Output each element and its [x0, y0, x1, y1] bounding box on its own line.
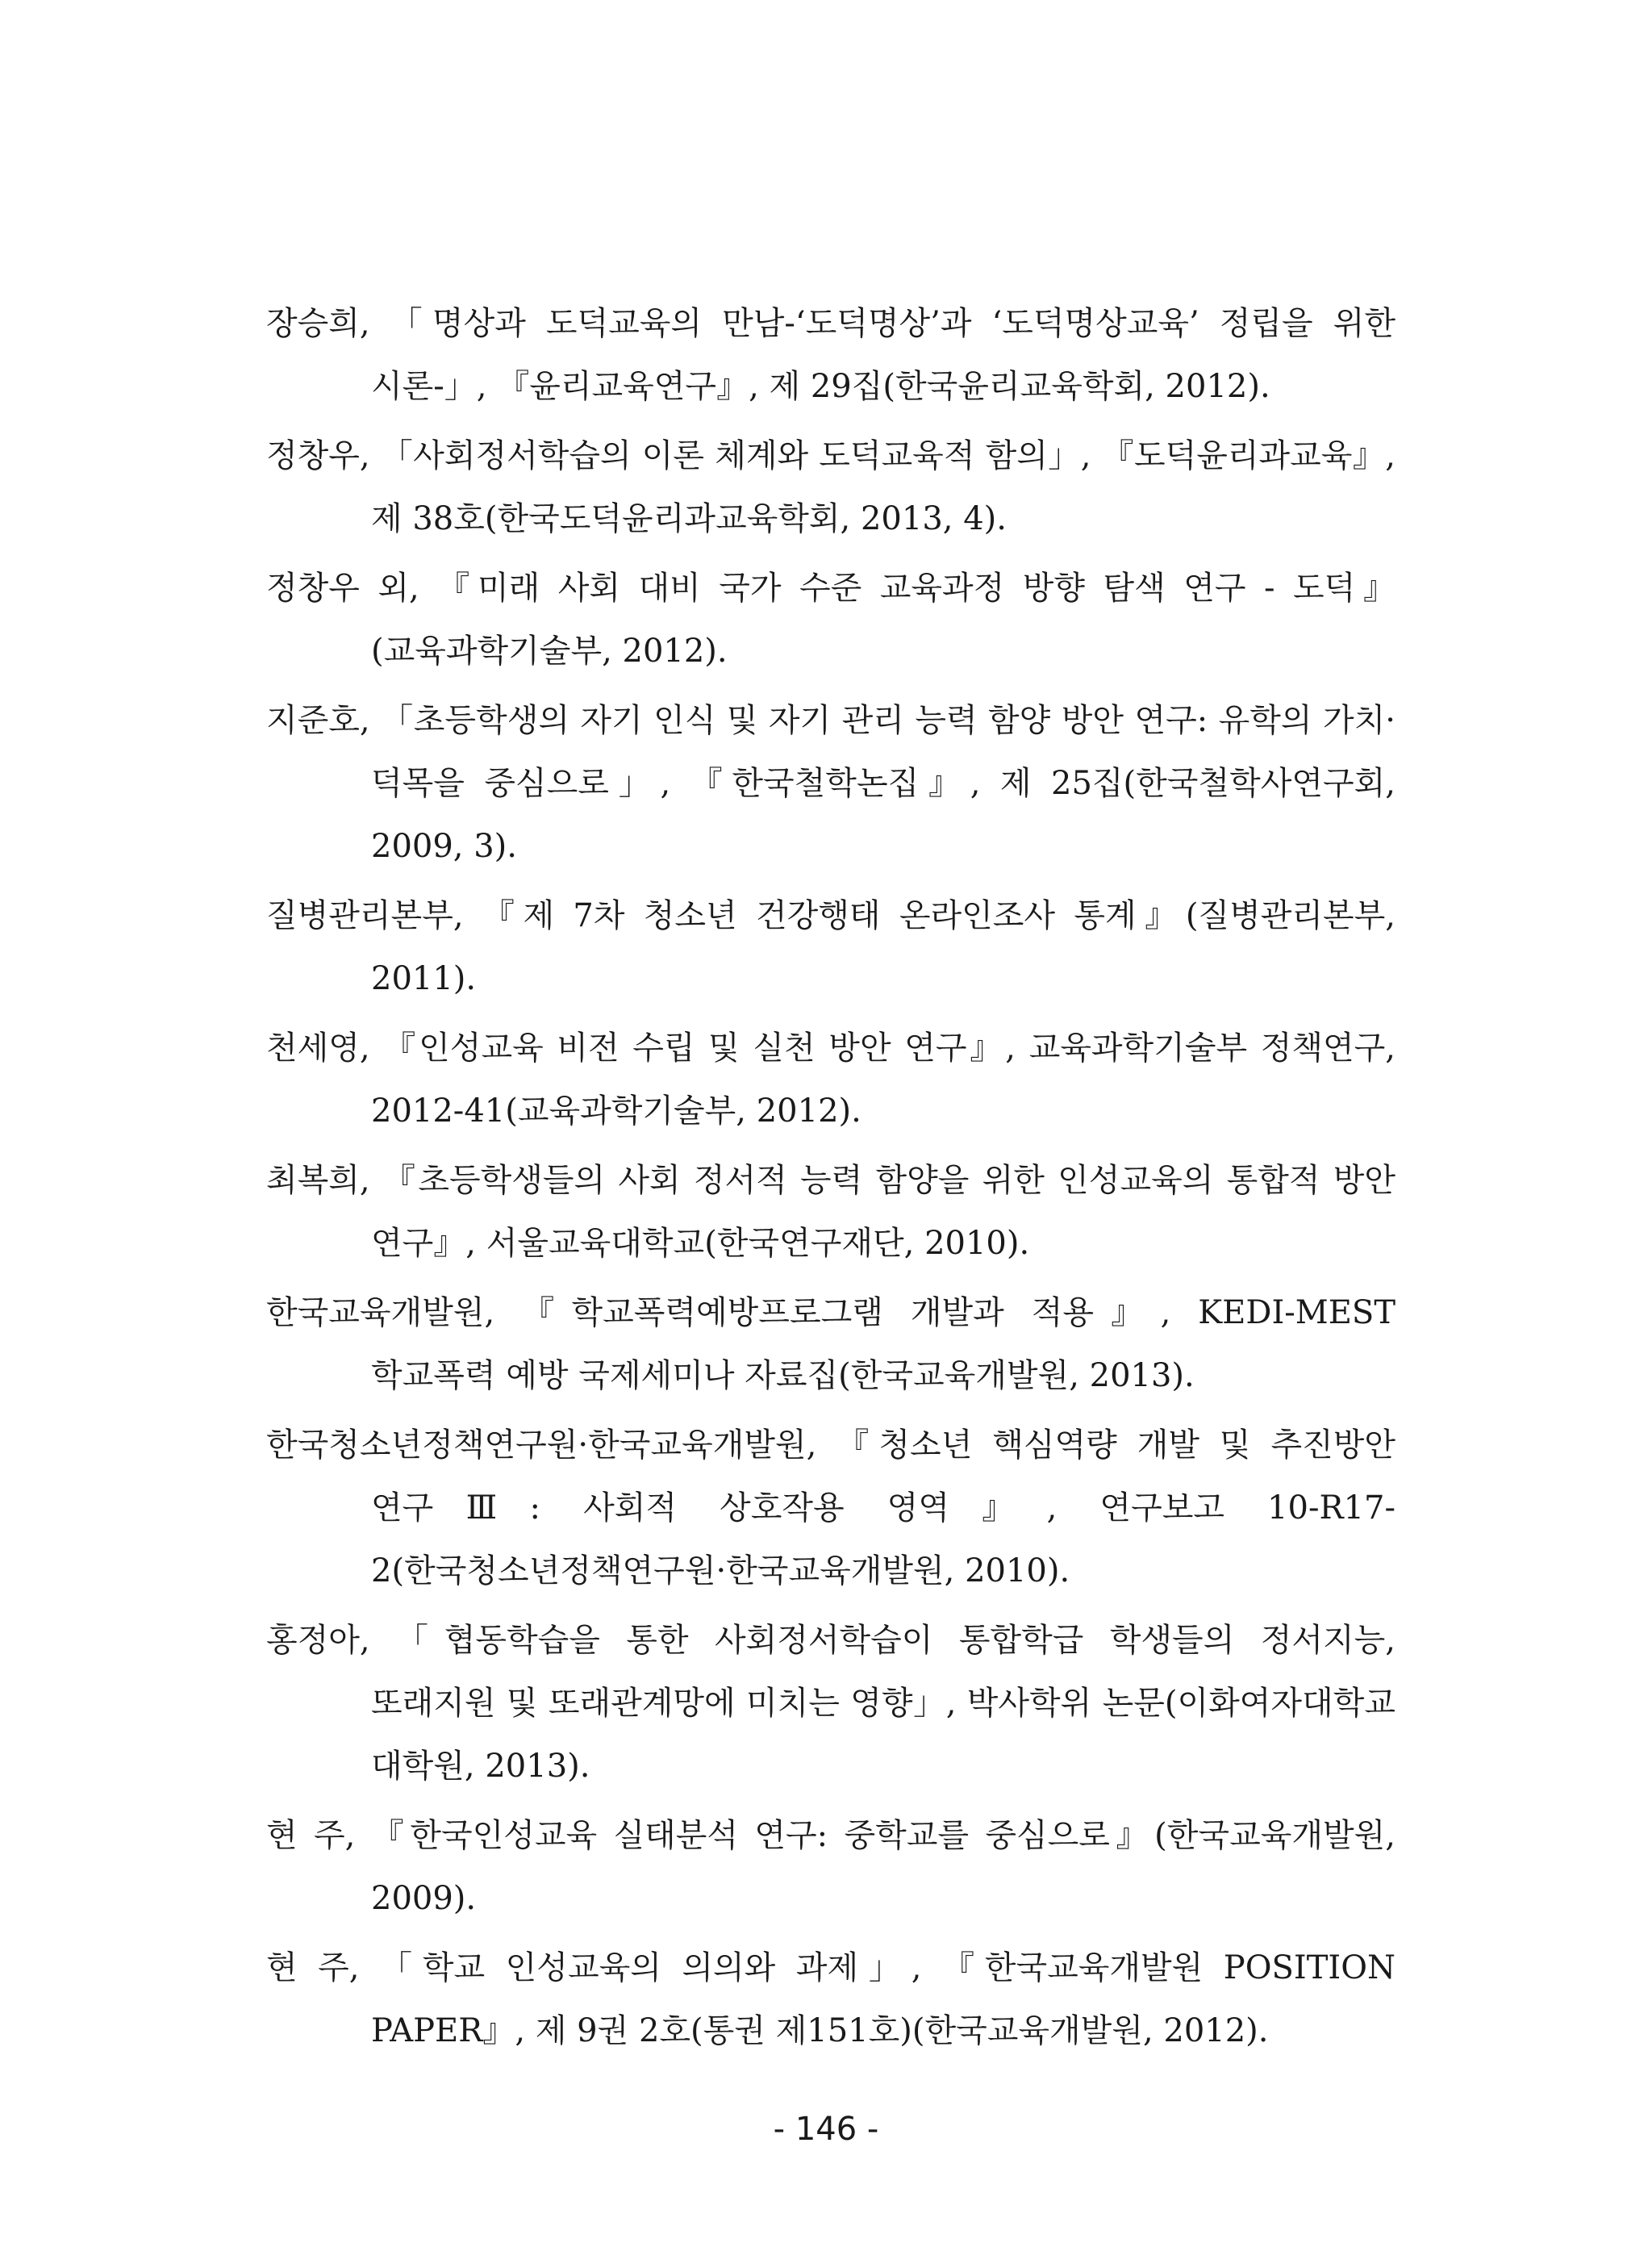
reference-entry: 지준호, 「초등학생의 자기 인식 및 자기 관리 능력 함양 방안 연구: 유학의 가치·덕목을 중심으로」, 『한국철학논집』, 제 25집(한국철학사연구회, 2009, 3). — [266, 702, 1395, 865]
reference-entry: 정창우 외, 『미래 사회 대비 국가 수준 교육과정 방향 탐색 연구 - 도덕』(교육과학기술부, 2012). — [266, 570, 1395, 670]
reference-entry: 한국교육개발원, 『학교폭력예방프로그램 개발과 적용』, KEDI-MEST 학교폭력 예방 국제세미나 자료집(한국교육개발원, 2013). — [266, 1294, 1395, 1394]
reference-entry: 장승희, 「명상과 도덕교육의 만남-‘도덕명상’과 ‘도덕명상교육’ 정립을 위한 시론-」, 『윤리교육연구』, 제 29집(한국윤리교육학회, 2012). — [266, 305, 1395, 405]
reference-entry: 정창우, 「사회정서학습의 이론 체계와 도덕교육적 함의」, 『도덕윤리과교육』, 제 38호(한국도덕윤리과교육학회, 2013, 4). — [266, 437, 1395, 537]
page-number: - 146 - — [773, 2111, 879, 2148]
reference-entry: 현 주, 『한국인성교육 실태분석 연구: 중학교를 중심으로』(한국교육개발원, 2009). — [266, 1817, 1395, 1917]
reference-entry: 한국청소년정책연구원·한국교육개발원, 『청소년 핵심역량 개발 및 추진방안 연구Ⅲ: 사회적 상호작용 영역』, 연구보고 10-R17-2(한국청소년정책연구원·한국교육개발원, 2010). — [266, 1426, 1395, 1589]
reference-entry: 질병관리본부, 『제 7차 청소년 건강행태 온라인조사 통계』(질병관리본부, 2011). — [266, 897, 1395, 997]
reference-list — [266, 292, 1395, 2069]
reference-entry: 최복희, 『초등학생들의 사회 정서적 능력 함양을 위한 인성교육의 통합적 방안 연구』, 서울교육대학교(한국연구재단, 2010). — [266, 1162, 1395, 1262]
reference-entry: 천세영, 『인성교육 비전 수립 및 실천 방안 연구』, 교육과학기술부 정책연구, 2012-41(교육과학기술부, 2012). — [266, 1030, 1395, 1130]
reference-entry: 현 주, 「학교 인성교육의 의의와 과제」, 『한국교육개발원 POSITION PAPER』, 제 9권 2호(통권 제151호)(한국교육개발원, 2012). — [266, 1949, 1395, 2049]
reference-entry: 홍정아, 「협동학습을 통한 사회정서학습이 통합학급 학생들의 정서지능, 또래지원 및 또래관계망에 미치는 영향」, 박사학위 논문(이화여자대학교 대학원, 2013). — [266, 1622, 1395, 1785]
